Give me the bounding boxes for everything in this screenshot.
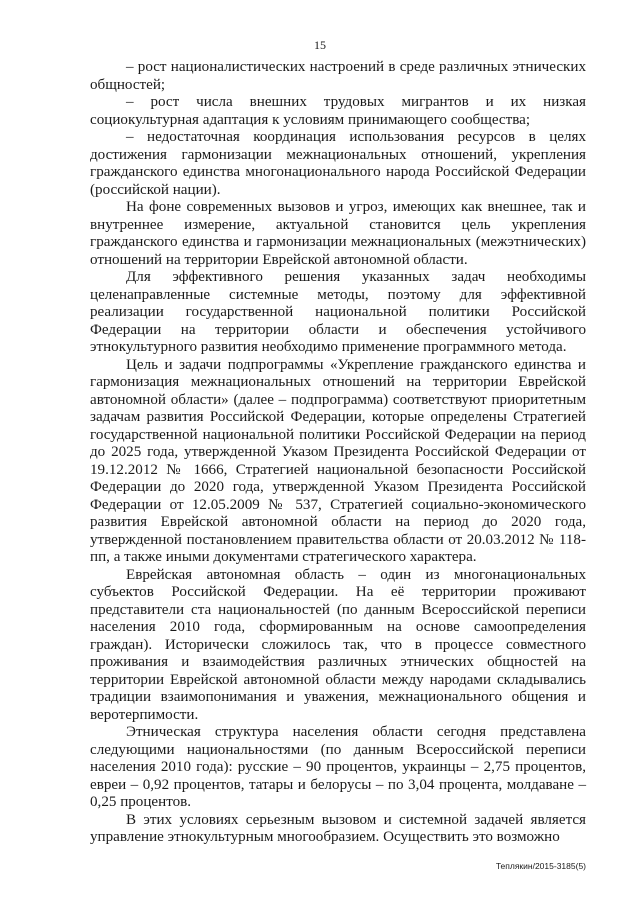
paragraph-1: – рост националистических настроений в среде различных этнических общностей; <box>90 59 586 93</box>
paragraph-9: В этих условиях серьезным вызовом и системной задачей является управление этнокультурным многообразием. Осуществить это возможно <box>90 811 586 845</box>
paragraph-4: На фоне современных вызовов и угроз, имеющих как внешнее, так и внутреннее измерение, актуальной становится цель укрепления гражданского единства и гармонизации межнациональных (межэтнических) отношений на территории Еврейской автономной области. <box>90 199 586 268</box>
paragraph-7: Еврейская автономная область – один из многонациональных субъектов Российской Федерации. На её территории проживают представители ста национальностей (по данным Всероссийской переписи населения 2010 года, сформированным на основе самоопределения граждан). Исторически сложилось так, что в процессе совместного проживания и взаимодействия различных этнических общностей на территории Еврейской автономной области между народами складывались традиции взаимопонимания и уважения, межнационального общения и веротерпимости. <box>90 566 586 723</box>
page-number: 15 <box>314 38 326 52</box>
paragraph-2: – рост числа внешних трудовых мигрантов и их низкая социокультурная адаптация к условиям принимающего сообщества; <box>90 94 586 128</box>
paragraph-8: Этническая структура населения области сегодня представлена следующими национальностями (по данным Всероссийской переписи населения 2010 года): русские – 90 процентов, украинцы – 2,75 процентов, евреи – 0,92 процентов, татары и белорусы – по 3,04 процента, молдаване – 0,25 процентов. <box>90 724 586 810</box>
paragraph-6: Цель и задачи подпрограммы «Укрепление гражданского единства и гармонизация межнациональных отношений на территории Еврейской автономной области» (далее – подпрограмма) соответствуют приоритетным задачам развития Российской Федерации, которые определены Стратегией государственной национальной политики Российской Федерации на период до 2025 года, утвержденной Указом Президента Российской Федерации от 19.12.2012 № 1666, Стратегией национальной безопасности Российской Федерации до 2020 года, утвержденной Указом Президента Российской Федерации от 12.05.2009 № 537, Стратегией социально-экономического развития Еврейской автономной области на период до 2020 года, утвержденной постановлением правительства области от 20.03.2012 № 118-пп, а также иными документами стратегического характера. <box>90 356 586 565</box>
document-body <box>90 59 586 847</box>
footer-document-id: Теплякин/2015-3185(5) <box>495 861 586 871</box>
paragraph-3: – недостаточная координация использования ресурсов в целях достижения гармонизации межнациональных отношений, укрепления гражданского единства многонационального народа Российской Федерации (российской нации). <box>90 129 586 198</box>
paragraph-5: Для эффективного решения указанных задач необходимы целенаправленные системные методы, поэтому для эффективной реализации государственной национальной политики Российской Федерации на территории области и обеспечения устойчивого этнокультурного развития необходимо применение программного метода. <box>90 269 586 355</box>
